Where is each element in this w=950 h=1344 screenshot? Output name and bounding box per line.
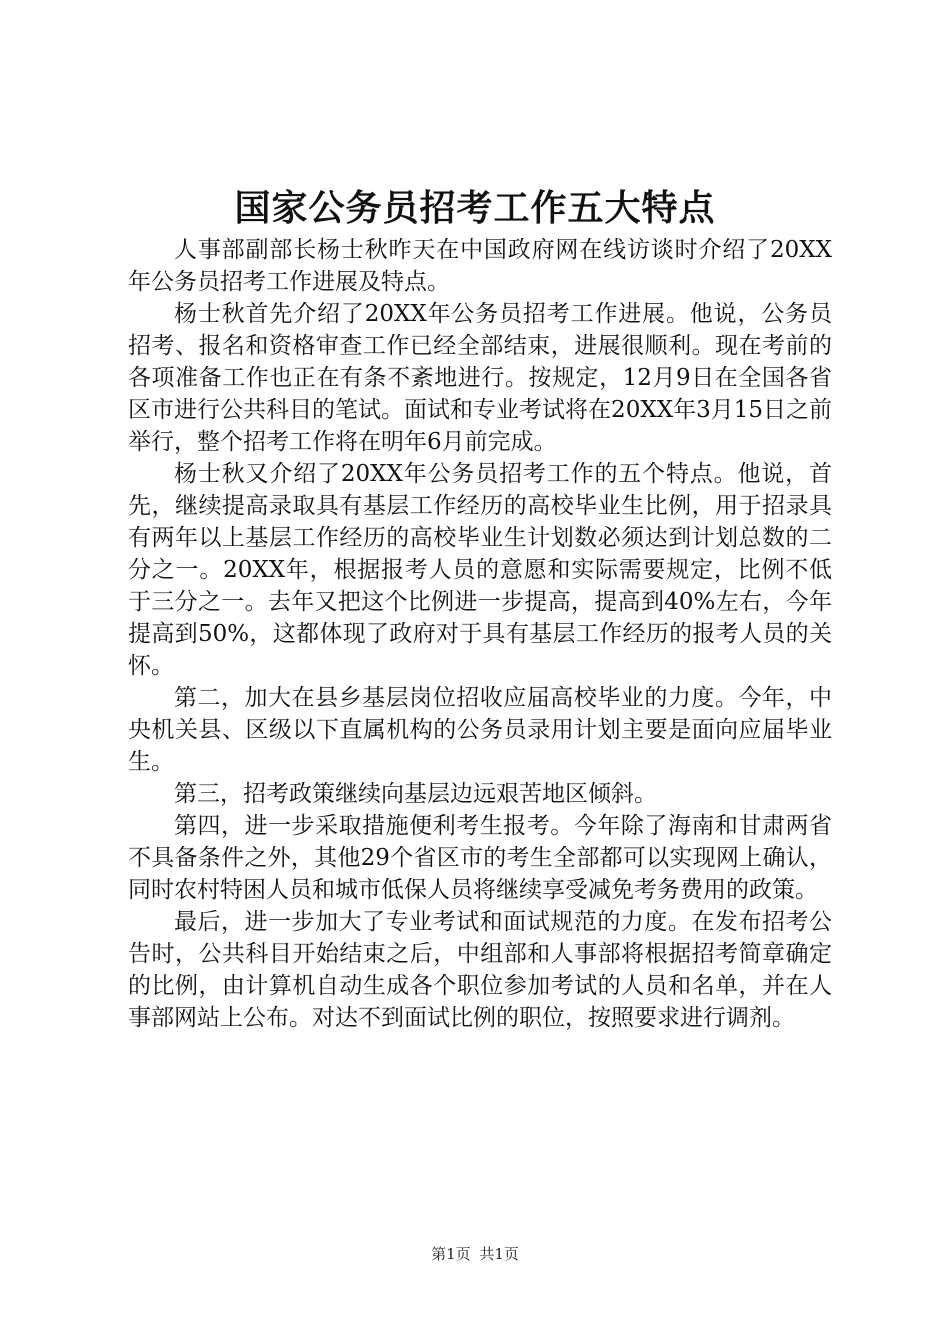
document-body [128, 234, 832, 1034]
paragraph: 最后，进一步加大了专业考试和面试规范的力度。在发布招考公告时，公共科目开始结束之后，中组部和人事部将根据招考简章确定的比例，由计算机自动生成各个职位参加考试的人员和名单，并在人事部网站上公布。对达不到面试比例的职位，按照要求进行调剂。 [128, 909, 832, 1031]
paragraph: 杨士秋又介绍了20XX年公务员招考工作的五个特点。他说，首先，继续提高录取具有基层工作经历的高校毕业生比例，用于招录具有两年以上基层工作经历的高校毕业生计划数必须达到计划总数的二分之一。20XX年，根据报考人员的意愿和实际需要规定，比例不低于三分之一。去年又把这个比例进一步提高，提高到40%左右，今年提高到50%，这都体现了政府对于具有基层工作经历的报考人员的关怀。 [128, 461, 832, 679]
page-number: 第1页 [431, 1245, 471, 1263]
document-title: 国家公务员招考工作五大特点 [234, 188, 716, 229]
page-total: 共1页 [479, 1245, 519, 1263]
paragraph: 人事部副部长杨士秋昨天在中国政府网在线访谈时介绍了20XX年公务员招考工作进展及特点。 [128, 237, 832, 295]
paragraph: 杨士秋首先介绍了20XX年公务员招考工作进展。他说，公务员招考、报名和资格审查工作已经全部结束，进展很顺利。现在考前的各项准备工作也正在有条不紊地进行。按规定，12月9日在全国各省区市进行公共科目的笔试。面试和专业考试将在20XX年3月15日之前举行，整个招考工作将在明年6月前完成。 [128, 301, 832, 455]
paragraph: 第四，进一步采取措施便利考生报考。今年除了海南和甘肃两省不具备条件之外，其他29个省区市的考生全部都可以实现网上确认，同时农村特困人员和城市低保人员将继续享受减免考务费用的政策。 [128, 813, 832, 903]
paragraph: 第三，招考政策继续向基层边远艰苦地区倾斜。 [174, 781, 657, 807]
paragraph: 第二，加大在县乡基层岗位招收应届高校毕业的力度。今年，中央机关县、区级以下直属机构的公务员录用计划主要是面向应届毕业生。 [128, 685, 832, 775]
page-footer [0, 1244, 950, 1264]
